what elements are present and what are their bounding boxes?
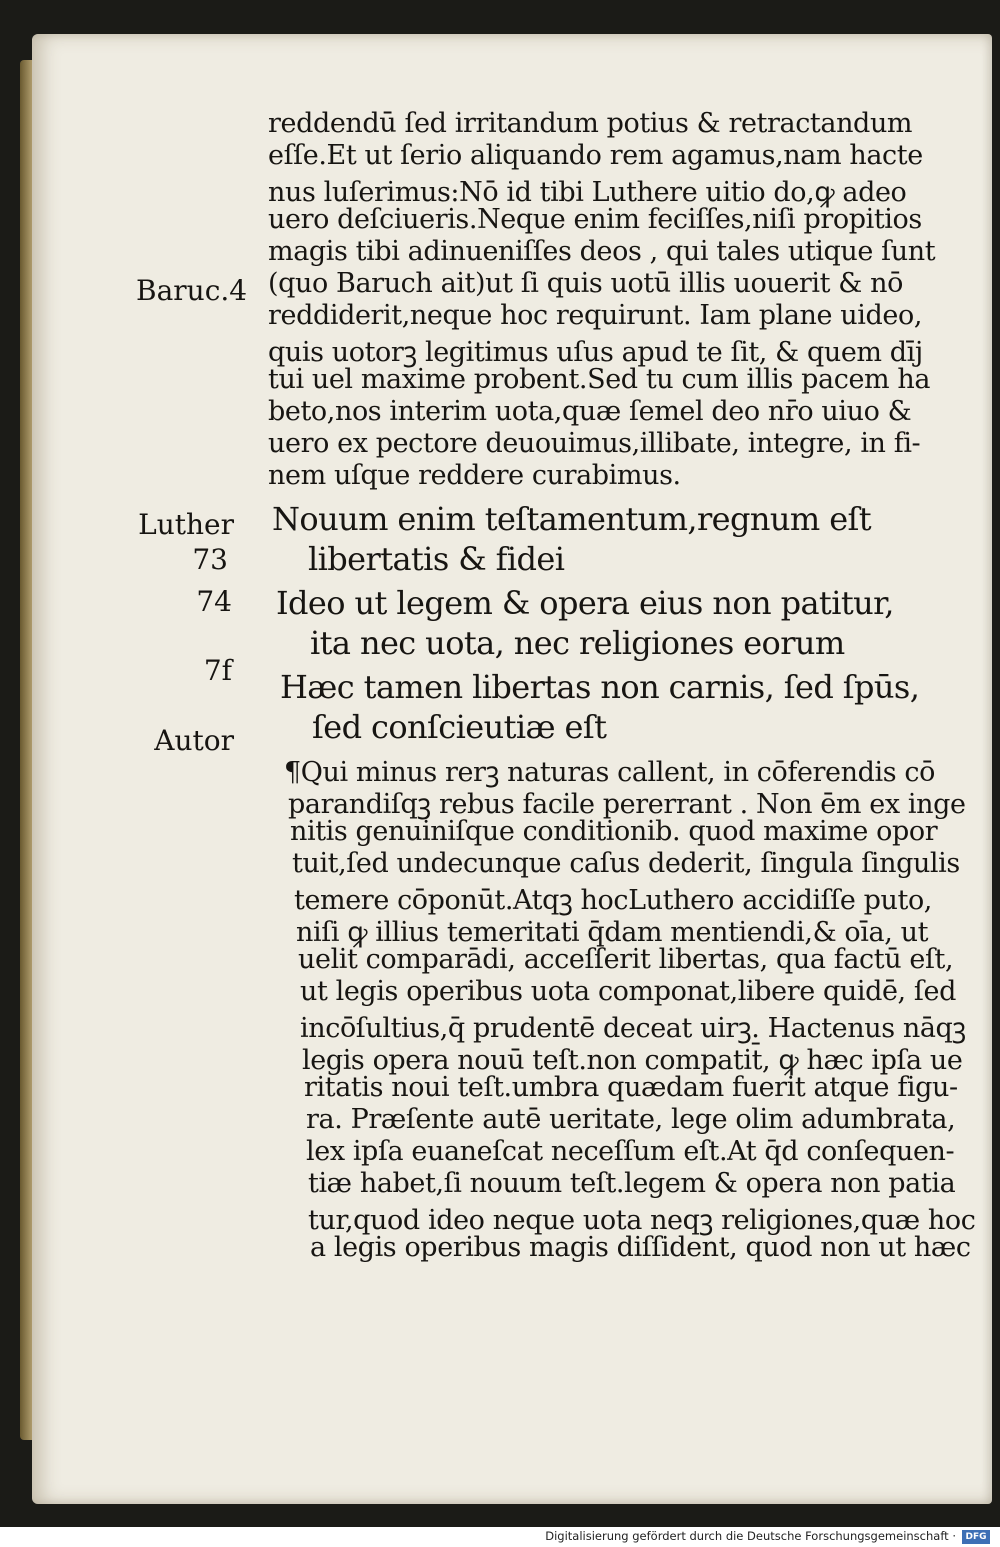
funding-credit: Digitalisierung gefördert durch die Deutsche Forschungsgemeinschaft ·: [545, 1529, 956, 1543]
text-line: reddendū ſed irritandum potius & retractandum: [268, 108, 913, 139]
margin-note-autor: Autor: [154, 724, 234, 757]
text-line: tur,quod ideo neque uota neqꝫ religiones,quæ hoc: [308, 1205, 976, 1236]
footer-bar: [0, 1527, 1000, 1547]
text-line: tiæ habet,ſi nouum teſt.legem & opera non patia: [308, 1168, 956, 1199]
thesis-line: Ideo ut legem & opera eius non patitur,: [276, 584, 894, 622]
text-line: magis tibi adinueniſſes deos , qui tales utique ſunt: [268, 236, 936, 267]
text-line: nem uſque reddere curabimus.: [268, 460, 681, 491]
text-line: niſi ꝙ illius temeritati q̄dam mentiendi,& oīa, ut: [296, 917, 929, 948]
text-line: tuit,ſed undecunque caſus dederit, ſingula ſingulis: [292, 848, 960, 879]
text-line: reddiderit,neque hoc requirunt. Iam plane uideo,: [268, 300, 923, 331]
text-line: uelit comparādi, acceſſerit libertas, qua factū eſt,: [298, 944, 954, 975]
margin-note-thesis-74: 74: [196, 585, 232, 618]
text-line: lex ipſa euaneſcat neceſſum eſt.At q̄d conſequen-: [306, 1136, 955, 1167]
text-line: temere cōponūt.Atqꝫ hocLuthero accidiſſe puto,: [294, 885, 932, 916]
text-line: nus luſerimus:Nō id tibi Luthere uitio do,ꝙ adeo: [268, 177, 907, 208]
margin-note-thesis-73: 73: [192, 543, 228, 576]
text-line: a legis operibus magis diſſident, quod non ut hæc: [310, 1232, 971, 1263]
text-line: ut legis operibus uota componat,libere quidē, ſed: [300, 976, 956, 1007]
text-line: beto,nos interim uota,quæ ſemel deo nr̄o uiuo &: [268, 396, 912, 427]
book-page: [32, 34, 992, 1504]
margin-note-luther: Luther: [138, 508, 234, 541]
text-line: legis opera nouū teſt.non compatit̄, ꝙ hæc ipſa ue: [302, 1045, 963, 1076]
thesis-line: Nouum enim teſtamentum,regnum eſt: [272, 500, 872, 538]
text-line: ra. Præſente autē ueritate, lege olim adumbrata,: [306, 1104, 956, 1135]
thesis-line: ita nec uota, nec religiones eorum: [310, 624, 845, 662]
text-line: incōſultius,q̄ prudentē deceat uirꝫ. Hactenus nāqꝫ: [300, 1013, 966, 1044]
margin-note-baruch: Baruc.4: [136, 274, 248, 307]
text-line: quis uotorꝫ legitimus uſus apud te ſit, & quem dīj: [268, 337, 923, 368]
text-line: eſſe.Et ut ſerio aliquando rem agamus,nam hacte: [268, 140, 923, 171]
thesis-line: ſed conſcieutiæ eſt: [312, 708, 607, 746]
text-line: uero deſciueris.Neque enim feciſſes,niſi propitios: [268, 204, 922, 235]
text-line: nitis genuiniſque conditionib. quod maxime opor: [290, 816, 938, 847]
margin-note-thesis-75: 7f: [203, 654, 232, 687]
text-line: parandiſqꝫ rebus facile pererrant . Non ēm ex inge: [288, 789, 966, 820]
text-line: ritatis noui teſt.umbra quædam fuerit atque figu-: [304, 1072, 958, 1103]
text-line: tui uel maxime probent.Sed tu cum illis pacem ha: [268, 364, 931, 395]
thesis-line: libertatis & fidei: [308, 540, 565, 578]
dfg-logo[interactable]: DFG: [962, 1530, 990, 1544]
thesis-line: Hæc tamen libertas non carnis, ſed ſpūs,: [280, 668, 920, 706]
text-line: ¶Qui minus rerꝫ naturas callent, in cōferendis cō: [284, 757, 935, 788]
text-line: uero ex pectore deuouimus,illibate, integre, in fi-: [268, 428, 921, 459]
text-line: (quo Baruch ait)ut ſi quis uotū illis uouerit & nō: [268, 268, 903, 299]
